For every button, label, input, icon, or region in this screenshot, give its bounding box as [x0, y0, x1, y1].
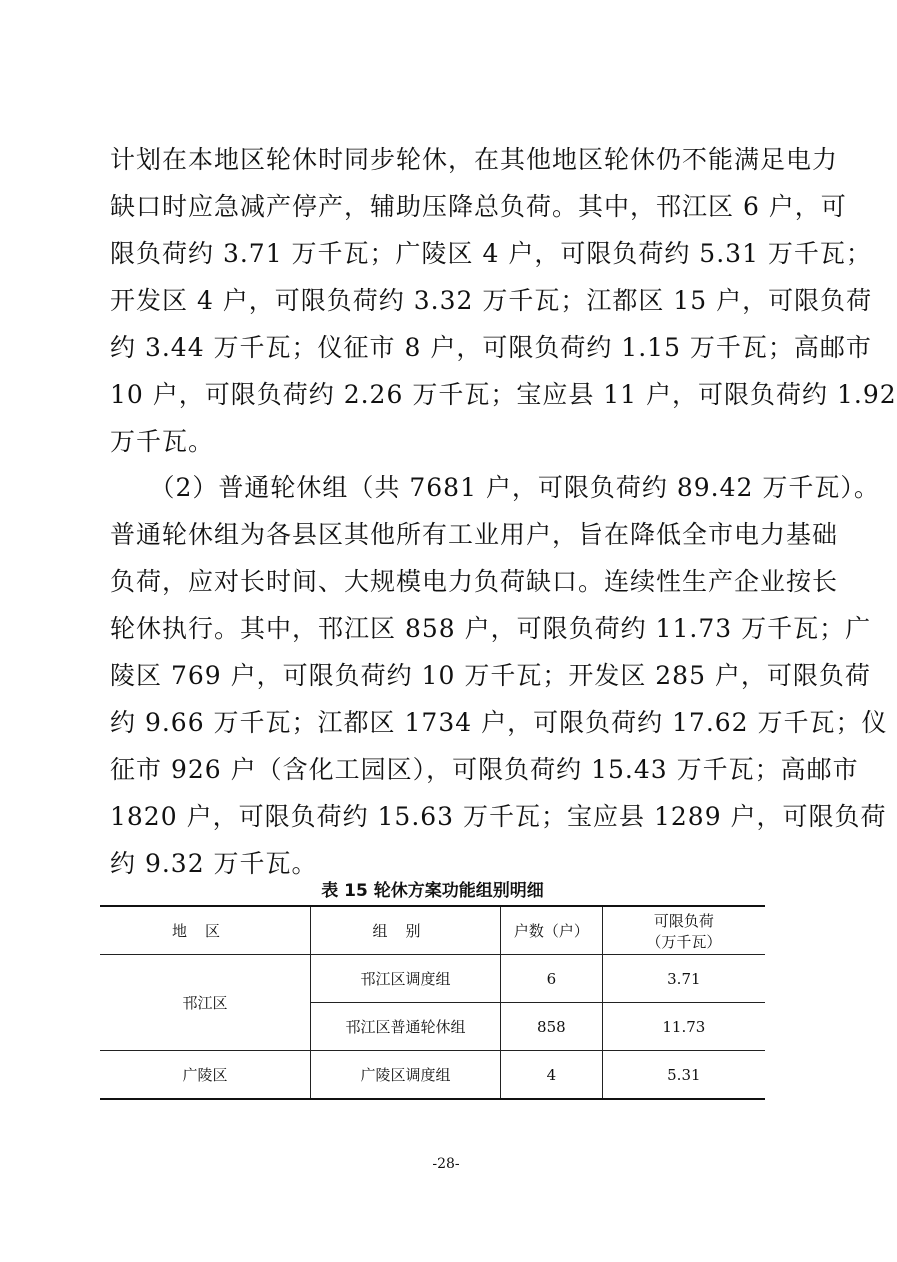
text-line: 1820 户，可限负荷约 15.63 万千瓦；宝应县 1289 户，可限负荷: [110, 802, 887, 831]
text-line: 征市 926 户（含化工园区），可限负荷约 15.43 万千瓦；高邮市: [110, 755, 859, 784]
table-header-row: [100, 906, 765, 955]
text-line: 约 3.44 万千瓦；仪征市 8 户，可限负荷约 1.15 万千瓦；高邮市: [110, 333, 872, 362]
cell-households: 6: [501, 955, 603, 1003]
cell-households: 4: [501, 1051, 603, 1100]
text-line: 计划在本地区轮休时同步轮休，在其他地区轮休仍不能满足电力: [110, 145, 839, 174]
header-region: 地区: [100, 906, 310, 955]
text-line: 约 9.66 万千瓦；江都区 1734 户，可限负荷约 17.62 万千瓦；仪: [110, 708, 888, 737]
table-row: [100, 955, 765, 1003]
text-line: 缺口时应急减产停产，辅助压降总负荷。其中，邗江区 6 户，可: [110, 192, 847, 221]
text-line: 开发区 4 户，可限负荷约 3.32 万千瓦；江都区 15 户，可限负荷: [110, 286, 873, 315]
cell-load: 11.73: [602, 1003, 765, 1051]
text-line: 10 户，可限负荷约 2.26 万千瓦；宝应县 11 户，可限负荷约 1.92: [110, 380, 897, 409]
text-line: 轮休执行。其中，邗江区 858 户，可限负荷约 11.73 万千瓦；广: [110, 614, 872, 643]
header-households: 户数（户）: [501, 906, 603, 955]
text-line: 约 9.32 万千瓦。: [110, 849, 318, 878]
table-caption: 表 15 轮休方案功能组别明细: [321, 881, 544, 901]
text-line: （2）普通轮休组（共 7681 户，可限负荷约 89.42 万千瓦）。: [110, 473, 880, 502]
header-load: [602, 906, 765, 955]
table-row: [100, 1051, 765, 1100]
cell-load: 3.71: [602, 955, 765, 1003]
page-number: -28-: [432, 1156, 460, 1172]
text-line: 普通轮休组为各县区其他所有工业用户，旨在降低全市电力基础: [110, 520, 839, 549]
text-line: 负荷，应对长时间、大规模电力负荷缺口。连续性生产企业按长: [110, 567, 839, 596]
cell-group: 广陵区调度组: [310, 1051, 500, 1100]
rotation-groups-table: [100, 905, 765, 1100]
text-line: 限负荷约 3.71 万千瓦；广陵区 4 户，可限负荷约 5.31 万千瓦；: [110, 239, 872, 268]
header-load-line2: （万千瓦）: [646, 932, 722, 951]
cell-group: 邗江区调度组: [310, 955, 500, 1003]
cell-load: 5.31: [602, 1051, 765, 1100]
header-group: 组别: [310, 906, 500, 955]
header-load-line1: 可限负荷: [653, 911, 714, 930]
cell-households: 858: [501, 1003, 603, 1051]
cell-group: 邗江区普通轮休组: [310, 1003, 500, 1051]
text-line: 陵区 769 户，可限负荷约 10 万千瓦；开发区 285 户，可限负荷: [110, 661, 871, 690]
text-line: 万千瓦。: [110, 427, 215, 456]
cell-region: 广陵区: [100, 1051, 310, 1100]
paragraph-dispatch-group: [110, 136, 897, 465]
cell-region: 邗江区: [100, 955, 310, 1051]
paragraph-normal-rotation-group: [110, 464, 888, 887]
